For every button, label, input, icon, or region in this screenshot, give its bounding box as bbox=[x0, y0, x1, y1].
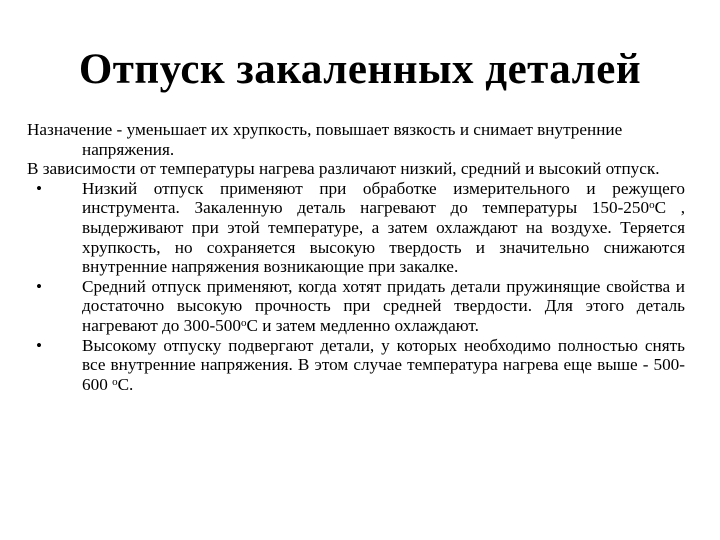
degree-superscript: о bbox=[649, 199, 655, 212]
bullet-text: Средний отпуск применяют, когда хотят придать детали пружинящие свойства и достаточно высокую прочность при средней твердости. Для этого деталь нагревают до 300-500 bbox=[82, 276, 685, 335]
slide-title: Отпуск закаленных деталей bbox=[78, 46, 642, 93]
classification-paragraph: В зависимости от температуры нагрева различают низкий, средний и высокий отпуск. bbox=[27, 159, 660, 179]
bullet-icon: • bbox=[35, 335, 43, 355]
slide-body bbox=[27, 120, 685, 394]
purpose-paragraph: Назначение - уменьшает их хрупкость, повышает вязкость и снимает внутренние напряжения. bbox=[27, 120, 623, 159]
bullet-icon: • bbox=[35, 178, 43, 198]
bullet-text: С. bbox=[117, 374, 134, 394]
bullet-text: С , выдерживают при этой температуре, а затем охлаждают на воздухе. Теряется хрупкость, но сохраняется высокую твердость и значительно снижаются внутренние напряжения возникающие при закалке. bbox=[82, 198, 685, 277]
degree-superscript: о bbox=[240, 316, 247, 329]
bullet-text: Высокому отпуску подвергают детали, у которых необходимо полностью снять все внутренние напряжения. В этом случае температура нагрева еще выше - 500-600 bbox=[82, 335, 685, 394]
bullet-text: С и затем медленно охлаждают. bbox=[246, 315, 479, 335]
bullet-text: Низкий отпуск применяют при обработке измерительного и режущего инструмента. Закаленную деталь нагревают до температуры 150-250 bbox=[82, 178, 685, 218]
degree-superscript: о bbox=[112, 375, 118, 388]
bullet-icon: • bbox=[35, 276, 43, 296]
bullet-low-tempering bbox=[27, 179, 685, 277]
bullet-high-tempering bbox=[27, 336, 685, 395]
bullet-medium-tempering bbox=[27, 277, 685, 336]
